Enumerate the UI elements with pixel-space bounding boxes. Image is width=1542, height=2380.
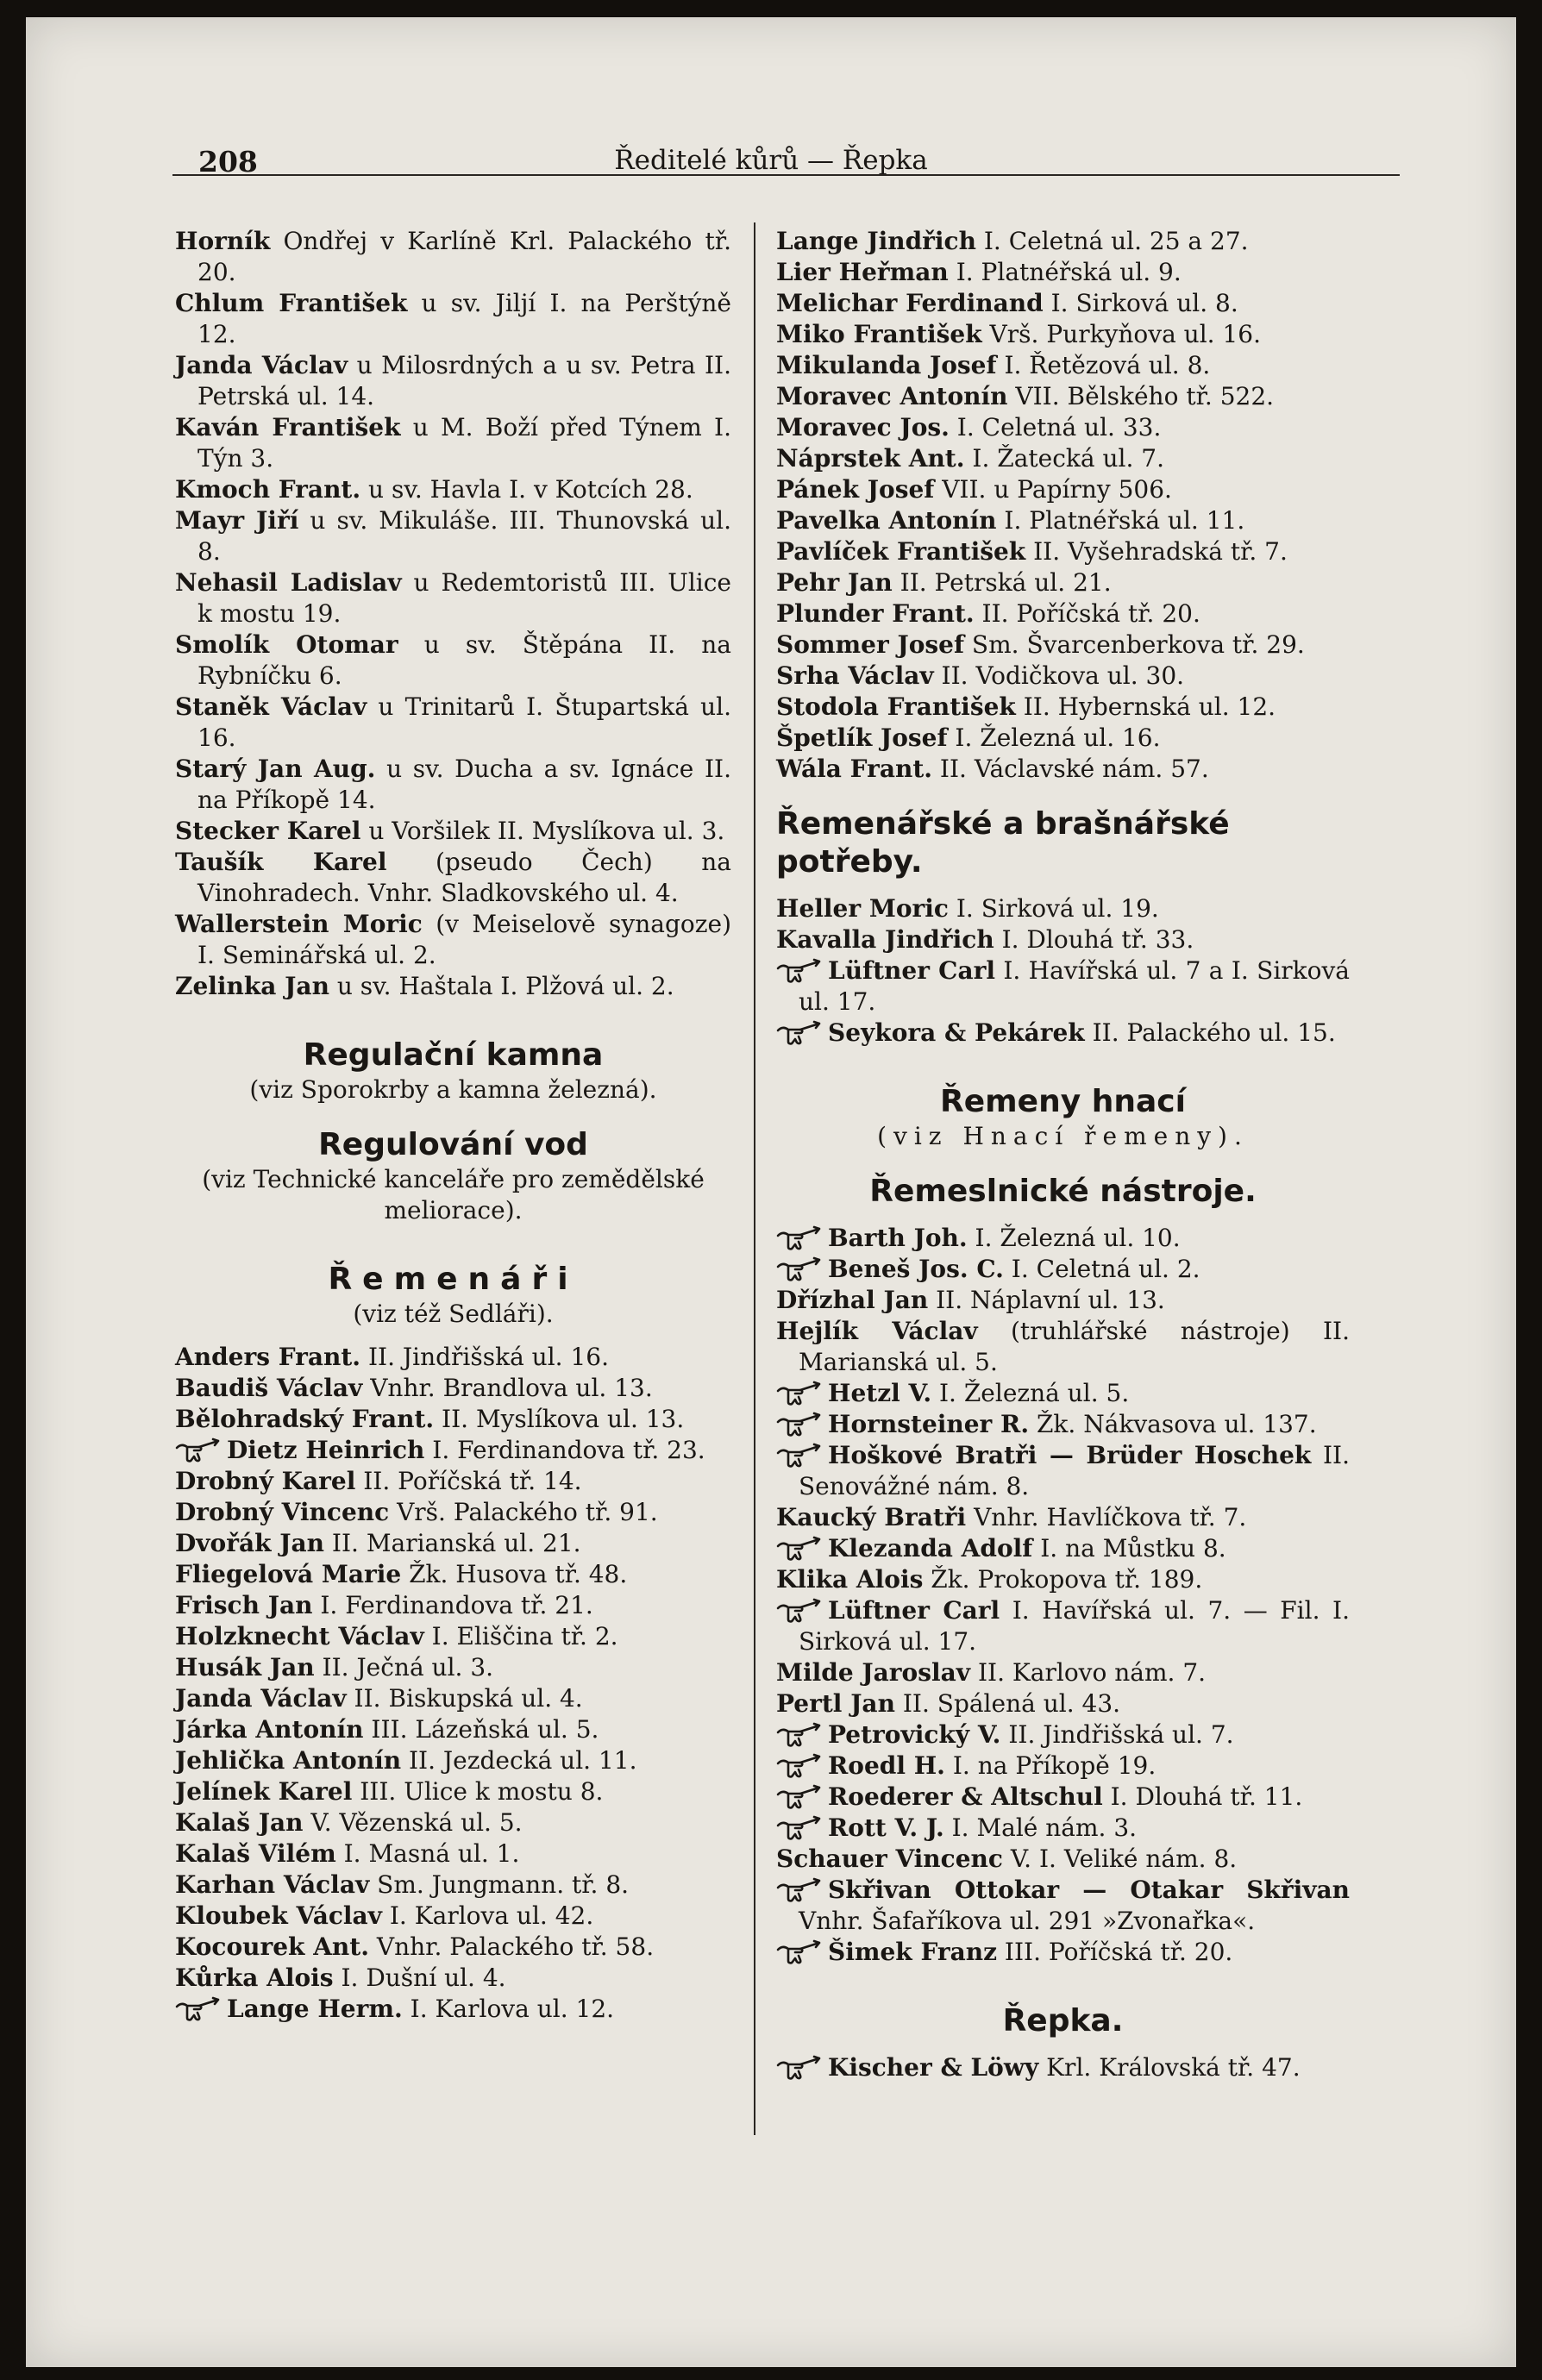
entry-address: II. Marianská ul. 21. — [324, 1529, 581, 1557]
pointing-hand-icon — [776, 1598, 823, 1624]
entry-name: Šimek Franz — [828, 1938, 997, 1966]
entry-address: I. Žatecká ul. 7. — [964, 444, 1164, 473]
entry-name: Janda Václav — [175, 1684, 347, 1713]
entry-address: Žk. Nákvasova ul. 137. — [1029, 1410, 1317, 1438]
directory-entry — [776, 1937, 1350, 1968]
directory-entry — [776, 536, 1350, 567]
directory-entry — [175, 1963, 731, 1994]
entry-address: III. Poříčská tř. 20. — [997, 1938, 1233, 1966]
strap-makers-list — [175, 1342, 731, 2025]
directory-entry — [776, 1751, 1350, 1782]
entry-address: II. Vodičkova ul. 30. — [933, 661, 1185, 690]
entry-address: (truhlářské nástroje) II. Marianská ul. 5. — [799, 1317, 1350, 1376]
directory-entry — [776, 893, 1350, 924]
entry-name: Lüftner Carl — [828, 956, 995, 985]
entry-address: II. Ječná ul. 3. — [314, 1653, 494, 1682]
entry-name: Hetzl V. — [828, 1379, 932, 1407]
pointing-hand-icon — [776, 1256, 823, 1282]
entry-name: Karhan Václav — [175, 1870, 370, 1899]
directory-entry — [175, 816, 731, 847]
entry-address: I. Železná ul. 10. — [967, 1224, 1181, 1252]
directory-entry — [175, 847, 731, 909]
directory-entry — [175, 1932, 731, 1963]
entry-address: I. Železná ul. 16. — [947, 723, 1161, 752]
directory-entry — [776, 412, 1350, 443]
section-title-regulovani-vod: Regulování vod — [318, 1127, 588, 1162]
directory-entry — [776, 1285, 1350, 1316]
entry-name: Roederer & Altschul — [828, 1782, 1103, 1811]
entry-name: Schauer Vincenc — [776, 1845, 1003, 1873]
entry-address: II. Václavské nám. 57. — [932, 755, 1209, 783]
entry-address: I. Masná ul. 1. — [335, 1839, 520, 1868]
entry-address: V. I. Veliké nám. 8. — [1002, 1845, 1238, 1873]
section-title-remeny-hnaci: Řemeny hnací — [940, 1084, 1186, 1119]
entry-address: u sv. Jiljí I. na Perštýně 12. — [197, 289, 731, 348]
entry-address: Žk. Prokopova tř. 189. — [923, 1565, 1203, 1594]
entry-address: VII. u Papírny 506. — [934, 475, 1172, 504]
entry-address: Vnhr. Palackého tř. 58. — [368, 1932, 655, 1961]
entry-name: Seykora & Pekárek — [828, 1018, 1085, 1047]
directory-entry — [175, 754, 731, 816]
directory-entry — [776, 661, 1350, 692]
entry-name: Frisch Jan — [175, 1591, 313, 1619]
directory-entry — [776, 1502, 1350, 1533]
entry-name: Anders Frant. — [175, 1343, 361, 1371]
repka-list — [776, 2052, 1350, 2083]
right-column — [776, 226, 1350, 2083]
directory-entry — [776, 350, 1350, 381]
page-number: 208 — [198, 145, 258, 178]
entry-address: I. Dlouhá tř. 33. — [994, 925, 1194, 954]
directory-entry — [776, 723, 1350, 754]
choir-directors-list — [175, 226, 731, 1002]
entry-name: Staněk Václav — [175, 692, 367, 721]
entry-name: Lier Heřman — [776, 258, 949, 286]
directory-entry — [175, 412, 731, 474]
pointing-hand-icon — [776, 1877, 823, 1903]
entry-name: Janda Václav — [175, 351, 348, 379]
directory-entry — [776, 1018, 1350, 1049]
entry-address: II. Karlovo nám. 7. — [970, 1658, 1207, 1687]
entry-name: Hornsteiner R. — [828, 1410, 1030, 1438]
entry-address: II. Poříčská tř. 14. — [355, 1467, 582, 1495]
directory-entry — [175, 1807, 731, 1838]
directory-entry — [776, 1533, 1350, 1564]
entry-address: u sv. Havla I. v Kotcích 28. — [360, 475, 693, 504]
directory-entry — [175, 1373, 731, 1404]
entry-address: Ondřej v Karlíně Krl. Palackého tř. 20. — [197, 227, 731, 286]
entry-address: u Trinitarů I. Štupartská ul. 16. — [197, 692, 731, 752]
entry-address: I. Malé nám. 3. — [943, 1813, 1138, 1842]
entry-name: Kaucký Bratři — [776, 1503, 967, 1531]
directory-entry — [776, 955, 1350, 1018]
entry-address: Sm. Jungmann. tř. 8. — [369, 1870, 630, 1899]
entry-name: Pavelka Antonín — [776, 506, 997, 535]
entry-name: Wála Frant. — [776, 755, 933, 783]
pointing-hand-icon — [776, 1536, 823, 1562]
entry-address: I. Sirková ul. 19. — [948, 894, 1159, 923]
entry-address: I. Dušní ul. 4. — [333, 1964, 506, 1992]
entry-name: Husák Jan — [175, 1653, 315, 1682]
directory-entry — [175, 629, 731, 692]
entry-name: Stodola František — [776, 692, 1016, 721]
directory-entry — [175, 1435, 731, 1466]
directory-entry — [776, 1440, 1350, 1502]
entry-address: I. Sirková ul. 8. — [1043, 289, 1238, 317]
directory-entry — [776, 474, 1350, 505]
section-note-remenari: (viz též Sedláři). — [353, 1300, 554, 1328]
section-title-regulacni-kamna: Regulační kamna — [303, 1037, 604, 1073]
entry-address: I. Ferdinandova tř. 21. — [312, 1591, 593, 1619]
entry-name: Kischer & Löwy — [828, 2053, 1039, 2082]
entry-name: Lange Herm. — [227, 1995, 403, 2023]
directory-entry — [175, 1683, 731, 1714]
entry-address: u Voršilek II. Myslíkova ul. 3. — [360, 817, 725, 845]
directory-entry — [776, 692, 1350, 723]
pointing-hand-icon — [776, 1412, 823, 1437]
entry-name: Pavlíček František — [776, 537, 1026, 566]
directory-entry — [776, 924, 1350, 955]
entry-name: Dvořák Jan — [175, 1529, 325, 1557]
entry-name: Kloubek Václav — [175, 1901, 382, 1930]
entry-address: Vnhr. Brandlova ul. 13. — [362, 1374, 653, 1402]
column-divider — [754, 222, 755, 2135]
entry-address: I. Karlova ul. 12. — [402, 1995, 615, 2023]
entry-name: Kalaš Jan — [175, 1808, 304, 1837]
directory-entry — [776, 288, 1350, 319]
header-rule — [172, 174, 1400, 176]
entry-name: Horník — [175, 227, 271, 255]
directory-entry — [175, 505, 731, 567]
entry-name: Smolík Otomar — [175, 630, 398, 659]
entry-name: Moravec Antonín — [776, 382, 1008, 410]
pointing-hand-icon — [776, 1753, 823, 1779]
entry-address: I. Celetná ul. 33. — [949, 413, 1162, 442]
pointing-hand-icon — [776, 2055, 823, 2081]
entry-name: Kmoch Frant. — [175, 475, 361, 504]
entry-name: Skřivan Ottokar — Otakar Skřivan — [828, 1876, 1350, 1904]
directory-entry — [776, 381, 1350, 412]
directory-entry — [175, 1838, 731, 1870]
entry-address: Žk. Husova tř. 48. — [401, 1560, 628, 1588]
entry-name: Hoškové Bratři — Brüder Hoschek — [828, 1441, 1312, 1469]
entry-name: Petrovický V. — [828, 1720, 1001, 1749]
entry-address: II. Jezdecká ul. 11. — [401, 1746, 637, 1775]
entry-address: V. Vězenská ul. 5. — [303, 1808, 523, 1837]
entry-name: Járka Antonín — [175, 1715, 364, 1744]
leather-goods-list — [776, 893, 1350, 1049]
directory-entry — [175, 288, 731, 350]
entry-address: u sv. Mikuláše. III. Thunovská ul. 8. — [197, 506, 732, 566]
entry-address: I. na Můstku 8. — [1032, 1534, 1226, 1563]
directory-entry — [175, 971, 731, 1002]
directory-entry — [175, 1528, 731, 1559]
entry-address: (v Meiselově synagoze) I. Seminářská ul. 2. — [197, 910, 731, 969]
entry-address: I. Karlova ul. 42. — [381, 1901, 594, 1930]
entry-address: III. Ulice k mostu 8. — [352, 1777, 604, 1806]
entry-address: II. Náplavní ul. 13. — [928, 1286, 1165, 1314]
entry-name: Wallerstein Moric — [175, 910, 423, 938]
entry-address: u sv. Haštala I. Plžová ul. 2. — [329, 972, 674, 1000]
entry-name: Lange Jindřich — [776, 227, 976, 255]
section-title-remenari: Řemenáři — [328, 1262, 579, 1297]
entry-address: II. Hybernská ul. 12. — [1015, 692, 1276, 721]
entry-name: Rott V. J. — [828, 1813, 944, 1842]
directory-entry — [175, 692, 731, 754]
entry-name: Starý Jan Aug. — [175, 755, 376, 783]
entry-name: Chlum František — [175, 289, 408, 317]
entry-address: II. Senovážné nám. 8. — [799, 1441, 1350, 1500]
directory-entry — [776, 257, 1350, 288]
directory-entry — [175, 350, 731, 412]
page-header — [198, 145, 1344, 183]
pointing-hand-icon — [776, 1225, 823, 1251]
entry-name: Taušík Karel — [175, 848, 387, 876]
section-title-brasnarske-potreby: Řemenářské a brašnářské potřeby. — [776, 806, 1230, 880]
entry-address: Vnhr. Havlíčkova tř. 7. — [966, 1503, 1247, 1531]
entry-name: Miko František — [776, 320, 982, 348]
entry-name: Nehasil Ladislav — [175, 568, 402, 597]
entry-name: Barth Joh. — [828, 1224, 968, 1252]
entry-name: Kavalla Jindřich — [776, 925, 994, 954]
entry-name: Kaván František — [175, 413, 401, 442]
pointing-hand-icon — [776, 1784, 823, 1810]
entry-name: Bělohradský Frant. — [175, 1405, 435, 1433]
section-title-remeslnicke-nastroje: Řemeslnické nástroje. — [869, 1174, 1257, 1209]
entry-address: Sm. Švarcenberkova tř. 29. — [964, 630, 1305, 659]
entry-name: Moravec Jos. — [776, 413, 950, 442]
directory-entry — [776, 1254, 1350, 1285]
entry-name: Kůrka Alois — [175, 1964, 334, 1992]
entry-address: u Milosrdných a u sv. Petra II. Petrská ul. 14. — [197, 351, 731, 410]
entry-name: Klika Alois — [776, 1565, 924, 1594]
pointing-hand-icon — [776, 1939, 823, 1965]
entry-address: II. Myslíkova ul. 13. — [434, 1405, 685, 1433]
entry-address: I. Železná ul. 5. — [931, 1379, 1130, 1407]
entry-name: Fliegelová Marie — [175, 1560, 402, 1588]
entry-name: Dřízhal Jan — [776, 1286, 929, 1314]
entry-name: Mayr Jiří — [175, 506, 299, 535]
section-note-remeny-hnaci: (viz Hnací řemeny). — [877, 1122, 1249, 1150]
entry-address: Krl. Královská tř. 47. — [1038, 2053, 1301, 2082]
entry-address: II. Jindřišská ul. 7. — [1000, 1720, 1234, 1749]
entry-name: Klezanda Adolf — [828, 1534, 1033, 1563]
directory-entry — [175, 567, 731, 629]
directory-entry — [175, 1590, 731, 1621]
entry-address: u Redemtoristů III. Ulice k mostu 19. — [197, 568, 731, 628]
entry-name: Roedl H. — [828, 1751, 945, 1780]
entry-address: (pseudo Čech) na Vinohradech. Vnhr. Sladkovského ul. 4. — [197, 848, 731, 907]
directory-entry — [175, 1404, 731, 1435]
entry-address: I. Platnéřská ul. 11. — [996, 506, 1245, 535]
entry-address: Vrš. Palackého tř. 91. — [389, 1498, 658, 1526]
pointing-hand-icon — [776, 958, 823, 984]
entry-name: Drobný Vincenc — [175, 1498, 390, 1526]
entry-name: Plunder Frant. — [776, 599, 975, 628]
entry-address: II. Poříčská tř. 20. — [974, 599, 1200, 628]
directory-entry — [776, 629, 1350, 661]
entry-name: Baudiš Václav — [175, 1374, 363, 1402]
entry-address: u sv. Štěpána II. na Rybníčku 6. — [197, 630, 731, 690]
directory-entry — [776, 1595, 1350, 1657]
entry-address: Vrš. Purkyňova ul. 16. — [981, 320, 1261, 348]
directory-entry — [175, 1776, 731, 1807]
choir-directors-list-continued — [776, 226, 1350, 785]
directory-entry — [776, 754, 1350, 785]
directory-entry — [175, 1870, 731, 1901]
entry-name: Pertl Jan — [776, 1689, 895, 1718]
pointing-hand-icon — [776, 1815, 823, 1841]
entry-name: Špetlík Josef — [776, 723, 948, 752]
entry-name: Náprstek Ant. — [776, 444, 965, 473]
directory-entry — [175, 1901, 731, 1932]
entry-address: II. Biskupská ul. 4. — [346, 1684, 583, 1713]
entry-name: Milde Jaroslav — [776, 1658, 971, 1687]
entry-address: I. Havířská ul. 7. — Fil. I. Sirková ul. 17. — [799, 1596, 1350, 1656]
entry-address: III. Lázeňská ul. 5. — [363, 1715, 599, 1744]
entry-name: Stecker Karel — [175, 817, 361, 845]
entry-address: Vnhr. Šafaříkova ul. 291 »Zvonařka«. — [799, 1907, 1256, 1935]
directory-entry — [175, 474, 731, 505]
running-title: Ředitelé kůrů — Řepka — [614, 145, 928, 176]
directory-entry — [175, 1342, 731, 1373]
entry-address: VII. Bělského tř. 522. — [1007, 382, 1275, 410]
entry-name: Heller Moric — [776, 894, 949, 923]
directory-entry — [175, 1621, 731, 1652]
directory-entry — [776, 226, 1350, 257]
entry-address: II. Spálená ul. 43. — [894, 1689, 1121, 1718]
entry-name: Melichar Ferdinand — [776, 289, 1044, 317]
entry-address: I. Eliščina tř. 2. — [423, 1622, 618, 1650]
directory-entry — [776, 598, 1350, 629]
directory-entry — [776, 1813, 1350, 1844]
entry-name: Pánek Josef — [776, 475, 935, 504]
directory-entry — [776, 443, 1350, 474]
directory-entry — [776, 1844, 1350, 1875]
directory-entry — [175, 1714, 731, 1745]
entry-address: I. Havířská ul. 7 a I. Sirková ul. 17. — [799, 956, 1351, 1016]
entry-address: I. Celetná ul. 2. — [1003, 1255, 1200, 1283]
directory-entry — [175, 1497, 731, 1528]
entry-name: Hejlík Václav — [776, 1317, 978, 1345]
directory-entry — [175, 1559, 731, 1590]
entry-name: Holzknecht Václav — [175, 1622, 424, 1650]
directory-entry — [175, 1994, 731, 2025]
entry-address: I. na Příkopě 19. — [944, 1751, 1156, 1780]
entry-address: I. Dlouhá tř. 11. — [1102, 1782, 1303, 1811]
entry-name: Mikulanda Josef — [776, 351, 997, 379]
directory-entry — [776, 505, 1350, 536]
entry-name: Lüftner Carl — [828, 1596, 1000, 1625]
entry-name: Zelinka Jan — [175, 972, 329, 1000]
directory-entry — [776, 2052, 1350, 2083]
entry-address: II. Vyšehradská tř. 7. — [1025, 537, 1288, 566]
directory-entry — [776, 1223, 1350, 1254]
directory-entry — [776, 1875, 1350, 1937]
entry-name: Sommer Josef — [776, 630, 965, 659]
directory-entry — [776, 1378, 1350, 1409]
directory-entry — [776, 1657, 1350, 1688]
entry-name: Srha Václav — [776, 661, 934, 690]
entry-name: Kalaš Vilém — [175, 1839, 336, 1868]
pointing-hand-icon — [175, 1996, 222, 2022]
section-note-regulacni-kamna: (viz Sporokrby a kamna železná). — [249, 1075, 657, 1104]
directory-entry — [776, 567, 1350, 598]
directory-entry — [175, 909, 731, 971]
directory-entry — [175, 1466, 731, 1497]
entry-address: u sv. Ducha a sv. Ignáce II. na Příkopě 14. — [197, 755, 731, 814]
entry-address: u M. Boží před Týnem I. Týn 3. — [197, 413, 732, 473]
directory-entry — [776, 1564, 1350, 1595]
entry-name: Jelínek Karel — [175, 1777, 353, 1806]
directory-entry — [776, 319, 1350, 350]
directory-entry — [776, 1316, 1350, 1378]
craft-tools-list — [776, 1223, 1350, 1968]
pointing-hand-icon — [776, 1443, 823, 1469]
pointing-hand-icon — [175, 1437, 222, 1463]
directory-entry — [776, 1719, 1350, 1751]
entry-address: II. Petrská ul. 21. — [892, 568, 1112, 597]
entry-name: Kocourek Ant. — [175, 1932, 369, 1961]
entry-address: I. Celetná ul. 25 a 27. — [975, 227, 1249, 255]
entry-address: I. Řetězová ul. 8. — [996, 351, 1211, 379]
directory-entry — [776, 1782, 1350, 1813]
entry-address: I. Ferdinandova tř. 23. — [424, 1436, 705, 1464]
entry-name: Dietz Heinrich — [227, 1436, 425, 1464]
left-column — [175, 226, 731, 2025]
directory-entry — [776, 1688, 1350, 1719]
pointing-hand-icon — [776, 1722, 823, 1748]
section-note-regulovani-vod: (viz Technické kanceláře pro zemědělské meliorace). — [202, 1165, 705, 1224]
entry-address: I. Platnéřská ul. 9. — [948, 258, 1182, 286]
directory-entry — [175, 1745, 731, 1776]
pointing-hand-icon — [776, 1020, 823, 1046]
entry-address: II. Palackého ul. 15. — [1084, 1018, 1336, 1047]
entry-address: II. Jindřišská ul. 16. — [360, 1343, 609, 1371]
directory-entry — [776, 1409, 1350, 1440]
directory-entry — [175, 1652, 731, 1683]
entry-name: Drobný Karel — [175, 1467, 356, 1495]
section-title-repka: Řepka. — [1002, 2003, 1124, 2039]
directory-entry — [175, 226, 731, 288]
pointing-hand-icon — [776, 1381, 823, 1406]
entry-name: Pehr Jan — [776, 568, 893, 597]
entry-name: Beneš Jos. C. — [828, 1255, 1004, 1283]
entry-name: Jehlička Antonín — [175, 1746, 402, 1775]
